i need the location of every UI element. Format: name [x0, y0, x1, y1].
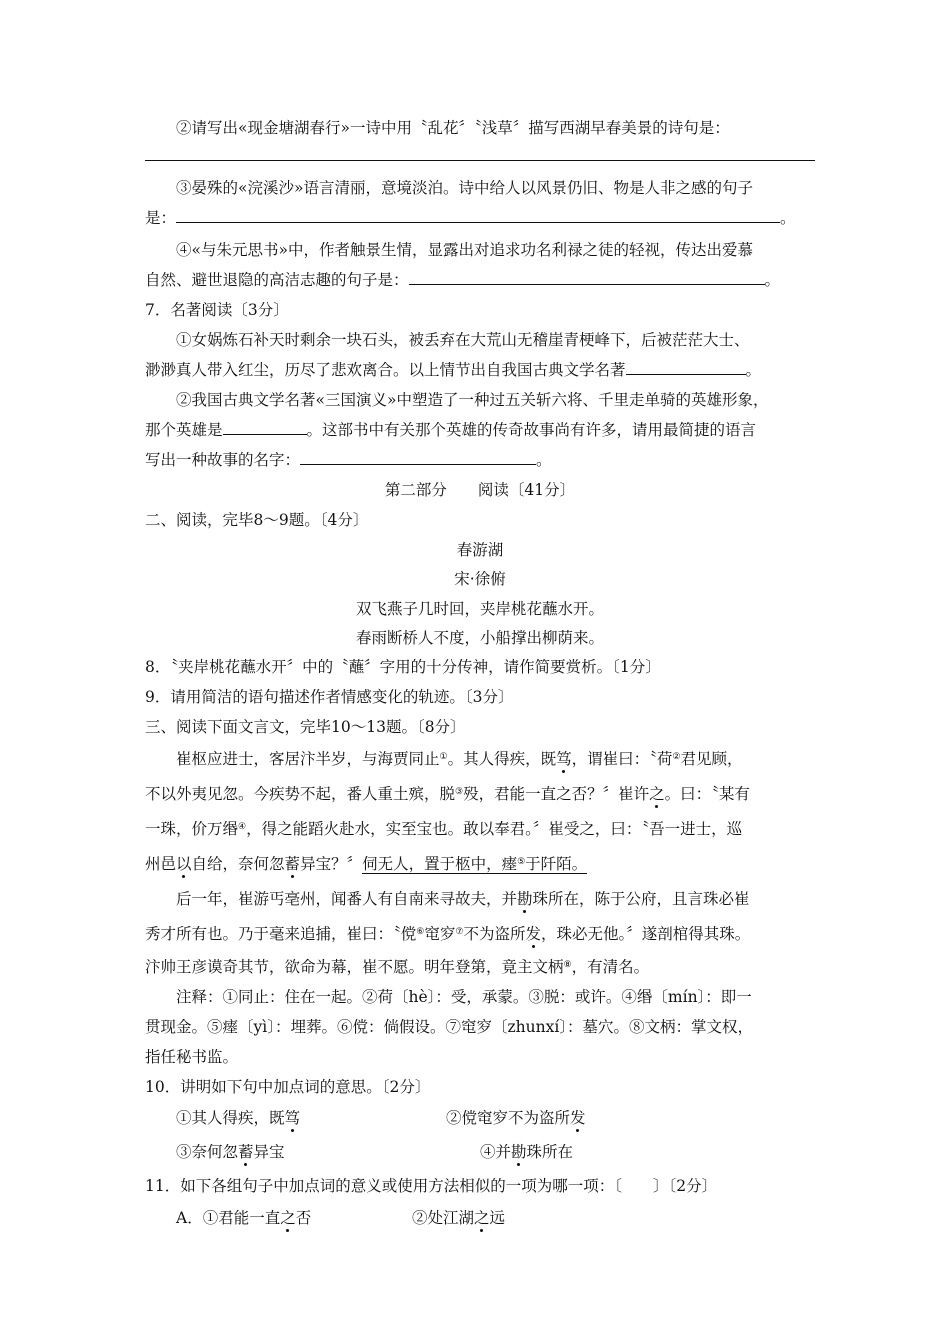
q6-item2: ②请写出«现金塘湖春行»一诗中用〝乱花〞〝浅草〞描写西湖早春美景的诗句是：	[176, 119, 730, 137]
q6-item3-answer-blank[interactable]	[176, 206, 780, 223]
q7-item1-line2	[145, 358, 815, 382]
text: ①其人得疾，既	[176, 1109, 285, 1127]
q7-item1-line1: ①女娲炼石补天时剩余一块石头，被丢弃在大荒山无稽崖青梗峰下，后被茫茫大士、	[176, 331, 750, 349]
q6-item4-prefix: 自然、避世退隐的高洁志趣的句子是：	[145, 271, 409, 289]
text: 异宝？〞	[300, 855, 363, 873]
dotted-word: 以	[176, 855, 192, 873]
q10-title: 10．讲明如下句中加点词的意思。〔2分〕	[145, 1078, 431, 1096]
text: ，珠必无他。〞遂剖棺得其珠。	[540, 925, 751, 943]
q7-story-answer-blank[interactable]	[300, 448, 536, 465]
text: 殁，君能一直之否？〞崔许	[463, 785, 650, 803]
q6-item4-line2	[145, 268, 815, 292]
period: 。	[745, 361, 762, 379]
dotted-word: 发	[525, 925, 541, 943]
text: 珠所在，陈于公府，且言珠必崔	[532, 890, 750, 908]
q7-item2-text-c: 写出一种故事的名字：	[145, 451, 301, 469]
text: 君见顾，	[680, 750, 743, 768]
notes-line3: 指任秘书监。	[145, 1048, 239, 1066]
text: 汴帅王彦谟奇其节，欲命为幕，崔不愿。明年登第，竟主文柄	[145, 958, 564, 976]
text: ②傥窀穸不为盗所	[446, 1109, 571, 1127]
dotted-word: 勘	[511, 1143, 527, 1161]
text: 秀才所有也。乃于毫来追捕，崔曰：〝傥	[145, 925, 417, 943]
q6-item2-answer-line	[145, 160, 815, 161]
text: 州邑	[145, 855, 177, 873]
q6-item3-line1: ③晏殊的«浣溪沙»语言清丽，意境淡泊。诗中给人以风景仍旧、物是人非之感的句子	[176, 179, 753, 197]
footnote-mark: ②	[672, 752, 681, 762]
text: 一珠，价万缗	[145, 820, 239, 838]
text: 不为盗所	[463, 925, 526, 943]
footnote-mark: ⑥	[416, 927, 425, 937]
text: 窀穸	[424, 925, 456, 943]
footnote-mark: ⑤	[517, 857, 526, 867]
poem-line2: 春雨断桥人不度，小船撑出柳荫来。	[355, 629, 604, 647]
text: 珠所在	[526, 1143, 574, 1161]
dotted-word: 之	[280, 1209, 296, 1227]
q7-item2-text-a: 那个英雄是	[145, 421, 223, 439]
q6-item3-line2	[145, 206, 815, 230]
period: 。	[764, 271, 781, 289]
text: ，谓崔曰：〝荷	[571, 750, 673, 768]
section2-heading: 二、阅读，完毕8～9题。〔4分〕	[145, 511, 369, 529]
q7-title: 7．名著阅读〔3分〕	[145, 301, 289, 319]
q11-option-a2	[412, 1206, 712, 1230]
q8: 8．〝夹岸桃花蘸水开〞中的〝蘸〞字用的十分传神，请作简要赏析。〔1分〕	[145, 658, 661, 676]
footnote-mark: ④	[238, 822, 247, 832]
passage-p2-line3	[145, 955, 815, 979]
dotted-word: 蓄	[284, 855, 301, 873]
text: 异宝	[253, 1143, 285, 1161]
notes-line2: 贯现金。⑤瘗〔yì〕：埋葬。⑥傥：倘假设。⑦窀穸〔zhunxí〕：墓穴。⑧文柄：掌文权，	[145, 1018, 754, 1036]
passage-p1-line1	[176, 747, 816, 771]
footnote-mark: ①	[439, 752, 448, 762]
poem-line1: 双飞燕子几时回，夹岸桃花蘸水开。	[355, 600, 604, 618]
passage-p2-line2	[145, 922, 815, 946]
dotted-word: 蓄	[238, 1143, 254, 1161]
q7-item2-line3	[145, 448, 815, 472]
text: 后一年，崔游丐亳州，闻番人有自南来寻故夫，并	[176, 890, 518, 908]
text: 否	[295, 1209, 312, 1227]
q7-item1-answer-blank[interactable]	[626, 358, 746, 375]
q7-hero-answer-blank[interactable]	[223, 418, 307, 435]
dotted-word: 发	[570, 1109, 586, 1127]
q7-item2-text-b: 。这部书中有关那个英雄的传奇故事尚有许多，请用最简捷的语言	[306, 421, 757, 439]
text: 。曰：〝某有	[664, 785, 750, 803]
text: ，有清名。	[571, 958, 650, 976]
passage-p1-line4	[145, 852, 815, 876]
dotted-word: 笃	[284, 1109, 301, 1127]
q10-option4	[480, 1140, 810, 1164]
footnote-mark: ⑧	[563, 960, 572, 970]
underlined-sentence	[362, 855, 587, 874]
q9: 9．请用简洁的语句描述作者情感变化的轨迹。〔3分〕	[145, 688, 514, 706]
text: 远	[489, 1209, 506, 1227]
q7-item2-line2	[145, 418, 815, 442]
text: ③奈何忽	[176, 1143, 239, 1161]
q6-item4-line1: ④«与朱元思书»中，作者触景生情，显露出对追求功名利禄之徒的轻视，传达出爱慕	[176, 241, 753, 259]
text: A．①君能一直	[176, 1209, 281, 1227]
text: 伺无人，置于柩中，瘗	[362, 855, 518, 873]
q6-item4-answer-blank[interactable]	[409, 268, 765, 285]
text: 崔枢应进士，客居汴半岁，与海贾同止	[176, 750, 440, 768]
q6-item3-prefix: 是：	[145, 209, 177, 227]
part2-heading: 第二部分 阅读〔41分〕	[384, 481, 576, 499]
q10-option2	[446, 1106, 806, 1130]
q7-item2-line1: ②我国古典文学名著«三国演义»中塑造了一种过五关斩六将、千里走单骑的英雄形象，	[176, 391, 769, 409]
dotted-word: 之	[474, 1209, 490, 1227]
text: 不以外夷见忽。今疾势不起，番人重土殡，脱	[145, 785, 456, 803]
text: 于阡陌。	[525, 855, 588, 873]
footnote-mark: ③	[455, 787, 464, 797]
notes-line1: 注释：①同止：住在一起。②荷〔hè〕：受，承蒙。③脱：或许。④缗〔mín〕：即一	[176, 988, 752, 1006]
poem-author: 宋·徐俯	[454, 570, 506, 588]
q11-title: 11．如下各组句子中加点词的意义或使用方法相似的一项为哪一项：〔 〕〔2分〕	[145, 1177, 718, 1195]
text: ④并	[480, 1143, 512, 1161]
passage-p2-line1	[176, 887, 816, 911]
q7-item1-text: 渺渺真人带入红尘，历尽了悲欢离合。以上情节出自我国古典文学名著	[145, 361, 626, 379]
dotted-word: 笃	[556, 750, 572, 768]
text: ②处江湖	[412, 1209, 475, 1227]
text: ，得之能蹈火赴水，实至宝也。敢以奉君。〞崔受之，曰：〝吾一进士，巡	[246, 820, 743, 838]
dotted-word: 勘	[517, 890, 533, 908]
period: 。	[536, 451, 552, 469]
text: 。其人得疾，既	[447, 750, 557, 768]
text: 自给，奈何忽	[191, 855, 285, 873]
passage-p1-line3	[145, 817, 815, 841]
passage-p1-line2	[145, 782, 815, 806]
period: 。	[780, 209, 796, 227]
footnote-mark: ⑦	[455, 927, 464, 937]
dotted-word: 之	[649, 785, 665, 803]
section3-heading: 三、阅读下面文言文，完毕10～13题。〔8分〕	[145, 718, 466, 736]
poem-title: 春游湖	[456, 541, 504, 559]
